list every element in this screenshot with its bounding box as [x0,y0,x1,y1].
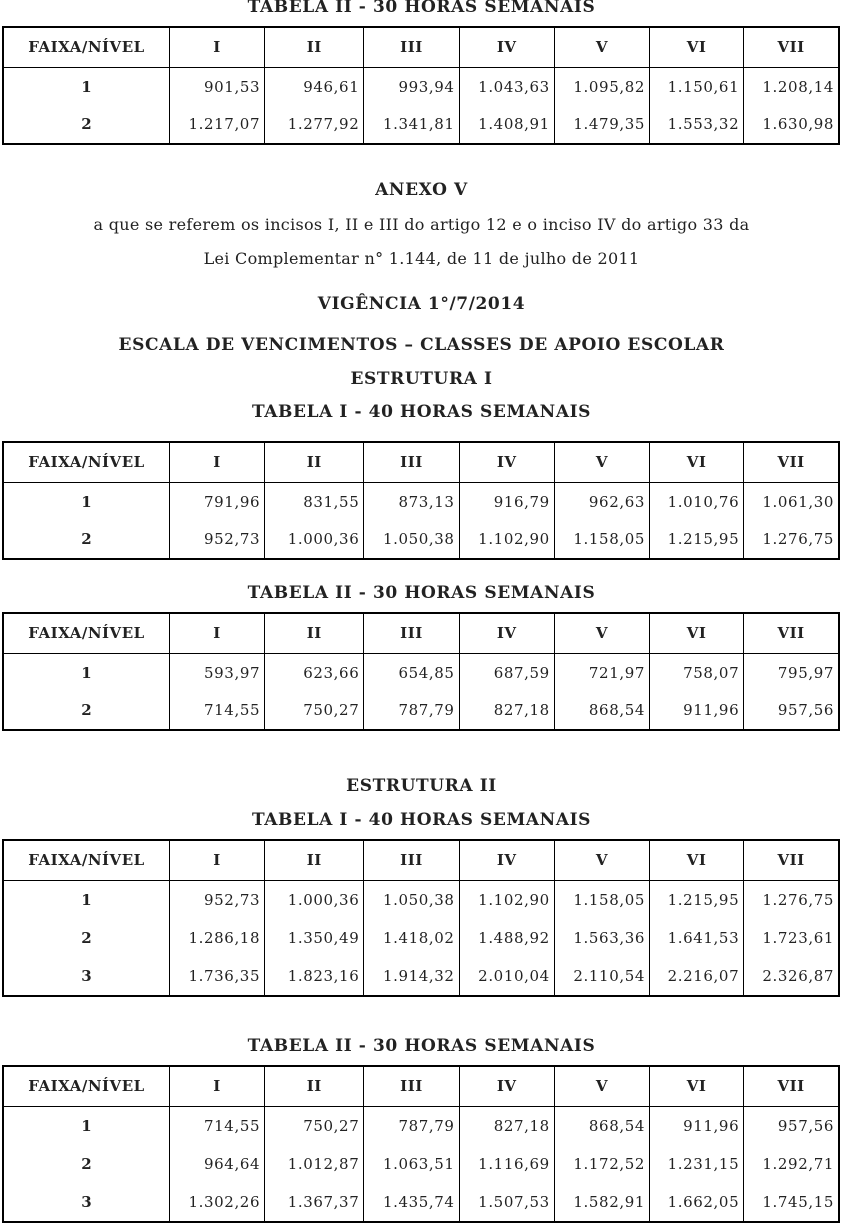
table-row [3,106,839,145]
salary-value: 1.292,71 [744,1145,839,1184]
salary-value: 795,97 [744,653,839,692]
row-faixa-label: 2 [3,692,169,731]
salary-value: 873,13 [364,482,459,521]
salary-value: 1.418,02 [364,919,459,958]
salary-value: 2.326,87 [744,957,839,996]
salary-value: 957,56 [744,1106,839,1145]
salary-value: 1.158,05 [554,880,649,919]
salary-value: 1.367,37 [265,1183,364,1222]
header-level-vi: VI [650,1066,744,1106]
row-faixa-label: 1 [3,482,169,521]
salary-value: 687,59 [459,653,554,692]
header-level-vii: VII [744,27,839,67]
header-level-iii: III [364,613,459,653]
row-faixa-label: 3 [3,1183,169,1222]
header-level-vii: VII [744,613,839,653]
escala-title: ESCALA DE VENCIMENTOS – CLASSES DE APOIO ESCOLAR [118,335,725,355]
header-level-i: I [169,1066,264,1106]
table-header-row [3,613,839,653]
salary-value: 1.012,87 [265,1145,364,1184]
salary-value: 654,85 [364,653,459,692]
salary-value: 1.063,51 [364,1145,459,1184]
salary-value: 1.641,53 [650,919,744,958]
table-row [3,957,839,996]
row-faixa-label: 1 [3,67,169,106]
header-faixa-nivel: FAIXA/NÍVEL [3,840,169,880]
salary-value: 714,55 [169,692,264,731]
salary-value: 1.150,61 [650,67,744,106]
salary-value: 1.102,90 [459,880,554,919]
salary-table [2,1065,840,1223]
header-level-ii: II [265,1066,364,1106]
salary-value: 1.276,75 [744,880,839,919]
salary-value: 1.277,92 [265,106,364,145]
header-level-iii: III [364,840,459,880]
salary-value: 2.110,54 [554,957,649,996]
salary-value: 1.043,63 [459,67,554,106]
row-faixa-label: 1 [3,880,169,919]
salary-value: 2.010,04 [459,957,554,996]
row-faixa-label: 3 [3,957,169,996]
header-level-iii: III [364,442,459,482]
salary-value: 1.095,82 [554,67,649,106]
header-faixa-nivel: FAIXA/NÍVEL [3,613,169,653]
header-level-vi: VI [650,27,744,67]
salary-value: 911,96 [650,692,744,731]
vigencia-date: VIGÊNCIA 1°/7/2014 [317,294,526,314]
annex-reference-line2: Lei Complementar n° 1.144, de 11 de julho de 2011 [203,249,640,268]
salary-value: 1.208,14 [744,67,839,106]
salary-value: 1.217,07 [169,106,264,145]
header-level-ii: II [265,27,364,67]
salary-value: 952,73 [169,521,264,560]
salary-value: 1.350,49 [265,919,364,958]
header-level-iv: IV [459,840,554,880]
header-level-i: I [169,27,264,67]
table-row [3,521,839,560]
salary-value: 964,64 [169,1145,264,1184]
salary-value: 1.582,91 [554,1183,649,1222]
header-level-v: V [554,27,649,67]
header-level-i: I [169,613,264,653]
row-faixa-label: 2 [3,919,169,958]
estrutura-ii-title: ESTRUTURA II [346,776,497,796]
annex-reference-line1: a que se referem os incisos I, II e III do artigo 12 e o inciso IV do artigo 33 da [93,215,750,234]
table-row [3,880,839,919]
header-level-vi: VI [650,613,744,653]
table-row [3,1145,839,1184]
salary-value: 827,18 [459,1106,554,1145]
row-faixa-label: 2 [3,106,169,145]
salary-value: 1.553,32 [650,106,744,145]
salary-value: 901,53 [169,67,264,106]
salary-value: 758,07 [650,653,744,692]
estrutura-ii-tabela-ii-title: TABELA II - 30 HORAS SEMANAIS [247,1036,596,1056]
header-level-iv: IV [459,27,554,67]
salary-value: 750,27 [265,1106,364,1145]
salary-value: 1.000,36 [265,880,364,919]
row-faixa-label: 2 [3,1145,169,1184]
estrutura-i-title: ESTRUTURA I [350,369,493,389]
salary-value: 1.000,36 [265,521,364,560]
salary-value: 1.302,26 [169,1183,264,1222]
salary-value: 1.050,38 [364,521,459,560]
estrutura-ii-tabela-i-title: TABELA I - 40 HORAS SEMANAIS [251,810,592,830]
salary-value: 1.630,98 [744,106,839,145]
salary-value: 2.216,07 [650,957,744,996]
salary-table [2,441,840,560]
table-row [3,1106,839,1145]
salary-value: 1.215,95 [650,521,744,560]
salary-value: 1.276,75 [744,521,839,560]
salary-value: 946,61 [265,67,364,106]
header-level-vii: VII [744,442,839,482]
salary-table [2,612,840,731]
row-faixa-label: 2 [3,521,169,560]
table-row [3,1183,839,1222]
salary-value: 1.723,61 [744,919,839,958]
salary-value: 952,73 [169,880,264,919]
estrutura-i-tabela-ii-title: TABELA II - 30 HORAS SEMANAIS [247,583,596,603]
header-level-i: I [169,442,264,482]
header-level-vii: VII [744,840,839,880]
salary-value: 1.010,76 [650,482,744,521]
header-faixa-nivel: FAIXA/NÍVEL [3,27,169,67]
salary-value: 1.341,81 [364,106,459,145]
salary-value: 1.061,30 [744,482,839,521]
salary-value: 957,56 [744,692,839,731]
salary-value: 1.116,69 [459,1145,554,1184]
salary-value: 993,94 [364,67,459,106]
salary-value: 593,97 [169,653,264,692]
header-faixa-nivel: FAIXA/NÍVEL [3,1066,169,1106]
table-row [3,67,839,106]
header-level-ii: II [265,442,364,482]
salary-value: 868,54 [554,1106,649,1145]
estrutura-i-tabela-i-title: TABELA I - 40 HORAS SEMANAIS [251,402,592,422]
salary-value: 1.662,05 [650,1183,744,1222]
table-header-row [3,27,839,67]
salary-value: 916,79 [459,482,554,521]
salary-value: 750,27 [265,692,364,731]
salary-value: 1.215,95 [650,880,744,919]
top-table-title: TABELA II - 30 HORAS SEMANAIS [247,0,596,17]
salary-value: 1.158,05 [554,521,649,560]
salary-value: 1.736,35 [169,957,264,996]
salary-table [2,839,840,997]
salary-value: 721,97 [554,653,649,692]
salary-value: 1.914,32 [364,957,459,996]
header-level-iv: IV [459,1066,554,1106]
table-row [3,482,839,521]
table-row [3,692,839,731]
header-level-iv: IV [459,442,554,482]
salary-value: 1.408,91 [459,106,554,145]
table-row [3,653,839,692]
header-level-iii: III [364,27,459,67]
salary-value: 1.435,74 [364,1183,459,1222]
salary-value: 787,79 [364,1106,459,1145]
header-level-vii: VII [744,1066,839,1106]
salary-value: 623,66 [265,653,364,692]
header-level-v: V [554,613,649,653]
salary-value: 1.050,38 [364,880,459,919]
header-level-ii: II [265,840,364,880]
salary-value: 827,18 [459,692,554,731]
salary-value: 911,96 [650,1106,744,1145]
salary-value: 1.102,90 [459,521,554,560]
table-row [3,919,839,958]
salary-value: 831,55 [265,482,364,521]
salary-value: 1.488,92 [459,919,554,958]
salary-value: 962,63 [554,482,649,521]
annex-title: ANEXO V [375,180,468,200]
salary-value: 787,79 [364,692,459,731]
table-header-row [3,442,839,482]
header-level-v: V [554,840,649,880]
salary-value: 791,96 [169,482,264,521]
row-faixa-label: 1 [3,653,169,692]
header-level-iii: III [364,1066,459,1106]
salary-value: 1.745,15 [744,1183,839,1222]
salary-table [2,26,840,145]
header-level-ii: II [265,613,364,653]
header-faixa-nivel: FAIXA/NÍVEL [3,442,169,482]
header-level-i: I [169,840,264,880]
table-header-row [3,840,839,880]
header-level-vi: VI [650,442,744,482]
salary-value: 1.563,36 [554,919,649,958]
salary-value: 1.823,16 [265,957,364,996]
salary-value: 1.479,35 [554,106,649,145]
header-level-v: V [554,442,649,482]
table-header-row [3,1066,839,1106]
row-faixa-label: 1 [3,1106,169,1145]
salary-value: 1.507,53 [459,1183,554,1222]
salary-value: 1.231,15 [650,1145,744,1184]
salary-value: 1.286,18 [169,919,264,958]
salary-value: 868,54 [554,692,649,731]
header-level-v: V [554,1066,649,1106]
salary-value: 1.172,52 [554,1145,649,1184]
salary-value: 714,55 [169,1106,264,1145]
header-level-vi: VI [650,840,744,880]
header-level-iv: IV [459,613,554,653]
